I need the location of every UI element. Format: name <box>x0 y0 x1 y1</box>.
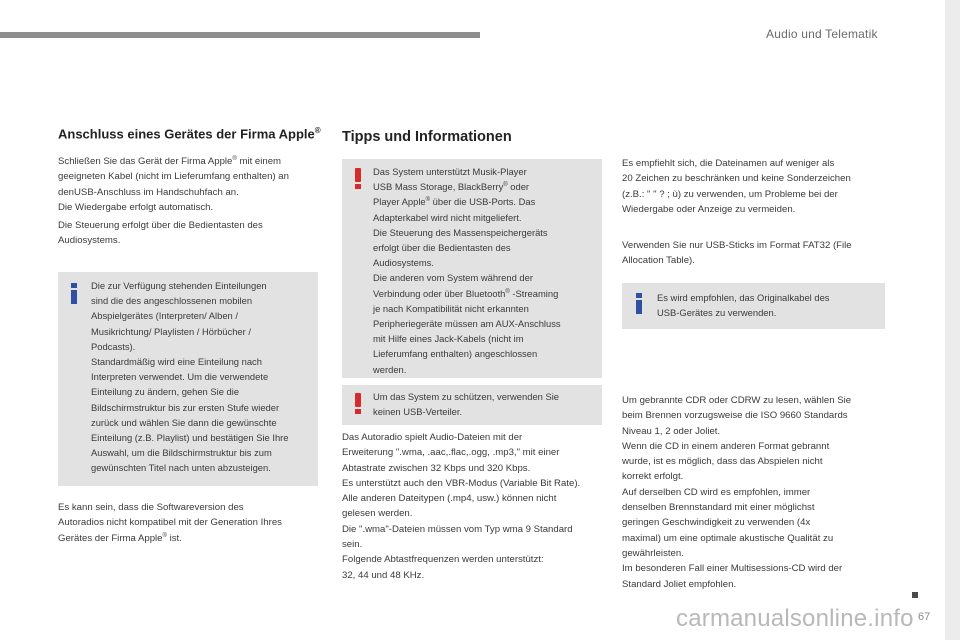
page-number: 67 <box>918 611 931 623</box>
fat32-paragraph: Verwenden Sie nur USB-Sticks im Format FAT32 (File Allocation Table). <box>622 240 852 267</box>
page-edge-strip <box>945 0 960 640</box>
info-box-original-cable-text: Es wird empfohlen, das Originalkabel des USB-Gerätes zu verwenden. <box>657 292 830 319</box>
software-version-paragraph: Es kann sein, dass die Softwareversion des Autoradios nicht kompatibel mit der Generation Ihres Gerätes der Firma Apple® ist. <box>58 502 282 544</box>
filenames-paragraph: Es empfiehlt sich, die Dateinamen auf weniger als 20 Zeichen zu beschränken und keine Sonderzeichen (z.B.: " " ? ; ù) zu verwenden, um Probleme bei der Wiedergabe oder Anzeige zu vermeiden. <box>622 158 851 215</box>
info-icon <box>636 293 642 314</box>
heading-apple-connection: Anschluss eines Gerätes der Firma Apple® <box>58 126 321 142</box>
audio-formats-paragraph: Das Autoradio spielt Audio-Dateien mit der Erweiterung ".wma, .aac,.flac,.ogg, .mp3," mit einer Abtastrate zwischen 32 Kbps und 320 Kbps. Es unterstützt auch den VBR-Modus (Variable Bit Rate). Alle anderen Dateitypen (.mp4, usw.) können nicht gelesen werden. Die ".wma"-Dateien müssen vom Typ wma 9 Standard sein. Folgende Abtastfrequenzen werden unterstützt: 32, 44 und 48 KHz. <box>342 432 581 581</box>
end-of-section-marker <box>912 592 918 598</box>
header-bar <box>0 32 480 38</box>
control-paragraph: Die Steuerung erfolgt über die Bedientasten des Audiosystems. <box>58 220 263 247</box>
apple-connection-paragraph: Schließen Sie das Gerät der Firma Apple® mit einem geeigneten Kabel (nicht im Lieferumfang enthalten) an denUSB-Anschluss im Handschuhfach an. Die Wiedergabe erfolgt automatisch. <box>58 155 289 213</box>
info-box-classification-text: Die zur Verfügung stehenden Einteilungen sind die des angeschlossenen mobilen Abspielgerätes (Interpreten/ Alben / Musikrichtung/ Playlisten / Hörbücher / Podcasts). Standardmäßig wird eine Einteilung nach Interpreten verwendet. Um die verwendete Einteilung zu ändern, gehen Sie die Bildschirmstruktur bis zur ersten Stufe wieder zurück und wählen Sie dann die gewünschte Einteilung (z.B. Playlist) und bestätigen Sie Ihre Auswahl, um die Bildschirmstruktur bis zum gewünschten Titel nach unten abzusteigen. <box>91 280 289 474</box>
section-title: Audio und Telematik <box>766 27 878 41</box>
warning-box-usb-hub-text: Um das System zu schützen, verwenden Sie keinen USB-Verteiler. <box>373 391 560 418</box>
watermark: carmanualsonline.info <box>676 605 914 632</box>
cd-burning-paragraph: Um gebrannte CDR oder CDRW zu lesen, wählen Sie beim Brennen vorzugsweise die ISO 9660 Standards Niveau 1, 2 oder Joliet. Wenn die CD in einem anderen Format gebrannt wurde, ist es möglich, dass das Abspielen nicht korrekt erfolgt. Auf derselben CD wird es empfohlen, immer denselben Brennstandard mit einer möglichst geringen Geschwindigkeit zu verwenden (4x maximal) um eine optimale akustische Qualität zu gewährleisten. Im besonderen Fall einer Multisessions-CD wird der Standard Joliet empfohlen. <box>622 395 852 590</box>
warning-icon <box>355 393 361 414</box>
heading-tips: Tipps und Informationen <box>342 129 512 145</box>
warning-box-supported-players-text: Das System unterstützt Musik-Player USB Mass Storage, BlackBerry® oder Player Apple® über die USB-Ports. Das Adapterkabel wird nicht mitgeliefert. Die Steuerung des Massenspeichergeräts erfolgt über die Bedientasten des Audiosystems. Die anderen vom System während der Verbindung oder über Bluetooth® -Streaming je nach Kompatibilität nicht erkannten Peripheriegeräte müssen am AUX-Anschluss mit Hilfe eines Jack-Kabels (nicht im Lieferumfang enthalten) angeschlossen werden. <box>373 166 561 375</box>
info-icon <box>71 283 77 304</box>
warning-icon <box>355 168 361 189</box>
